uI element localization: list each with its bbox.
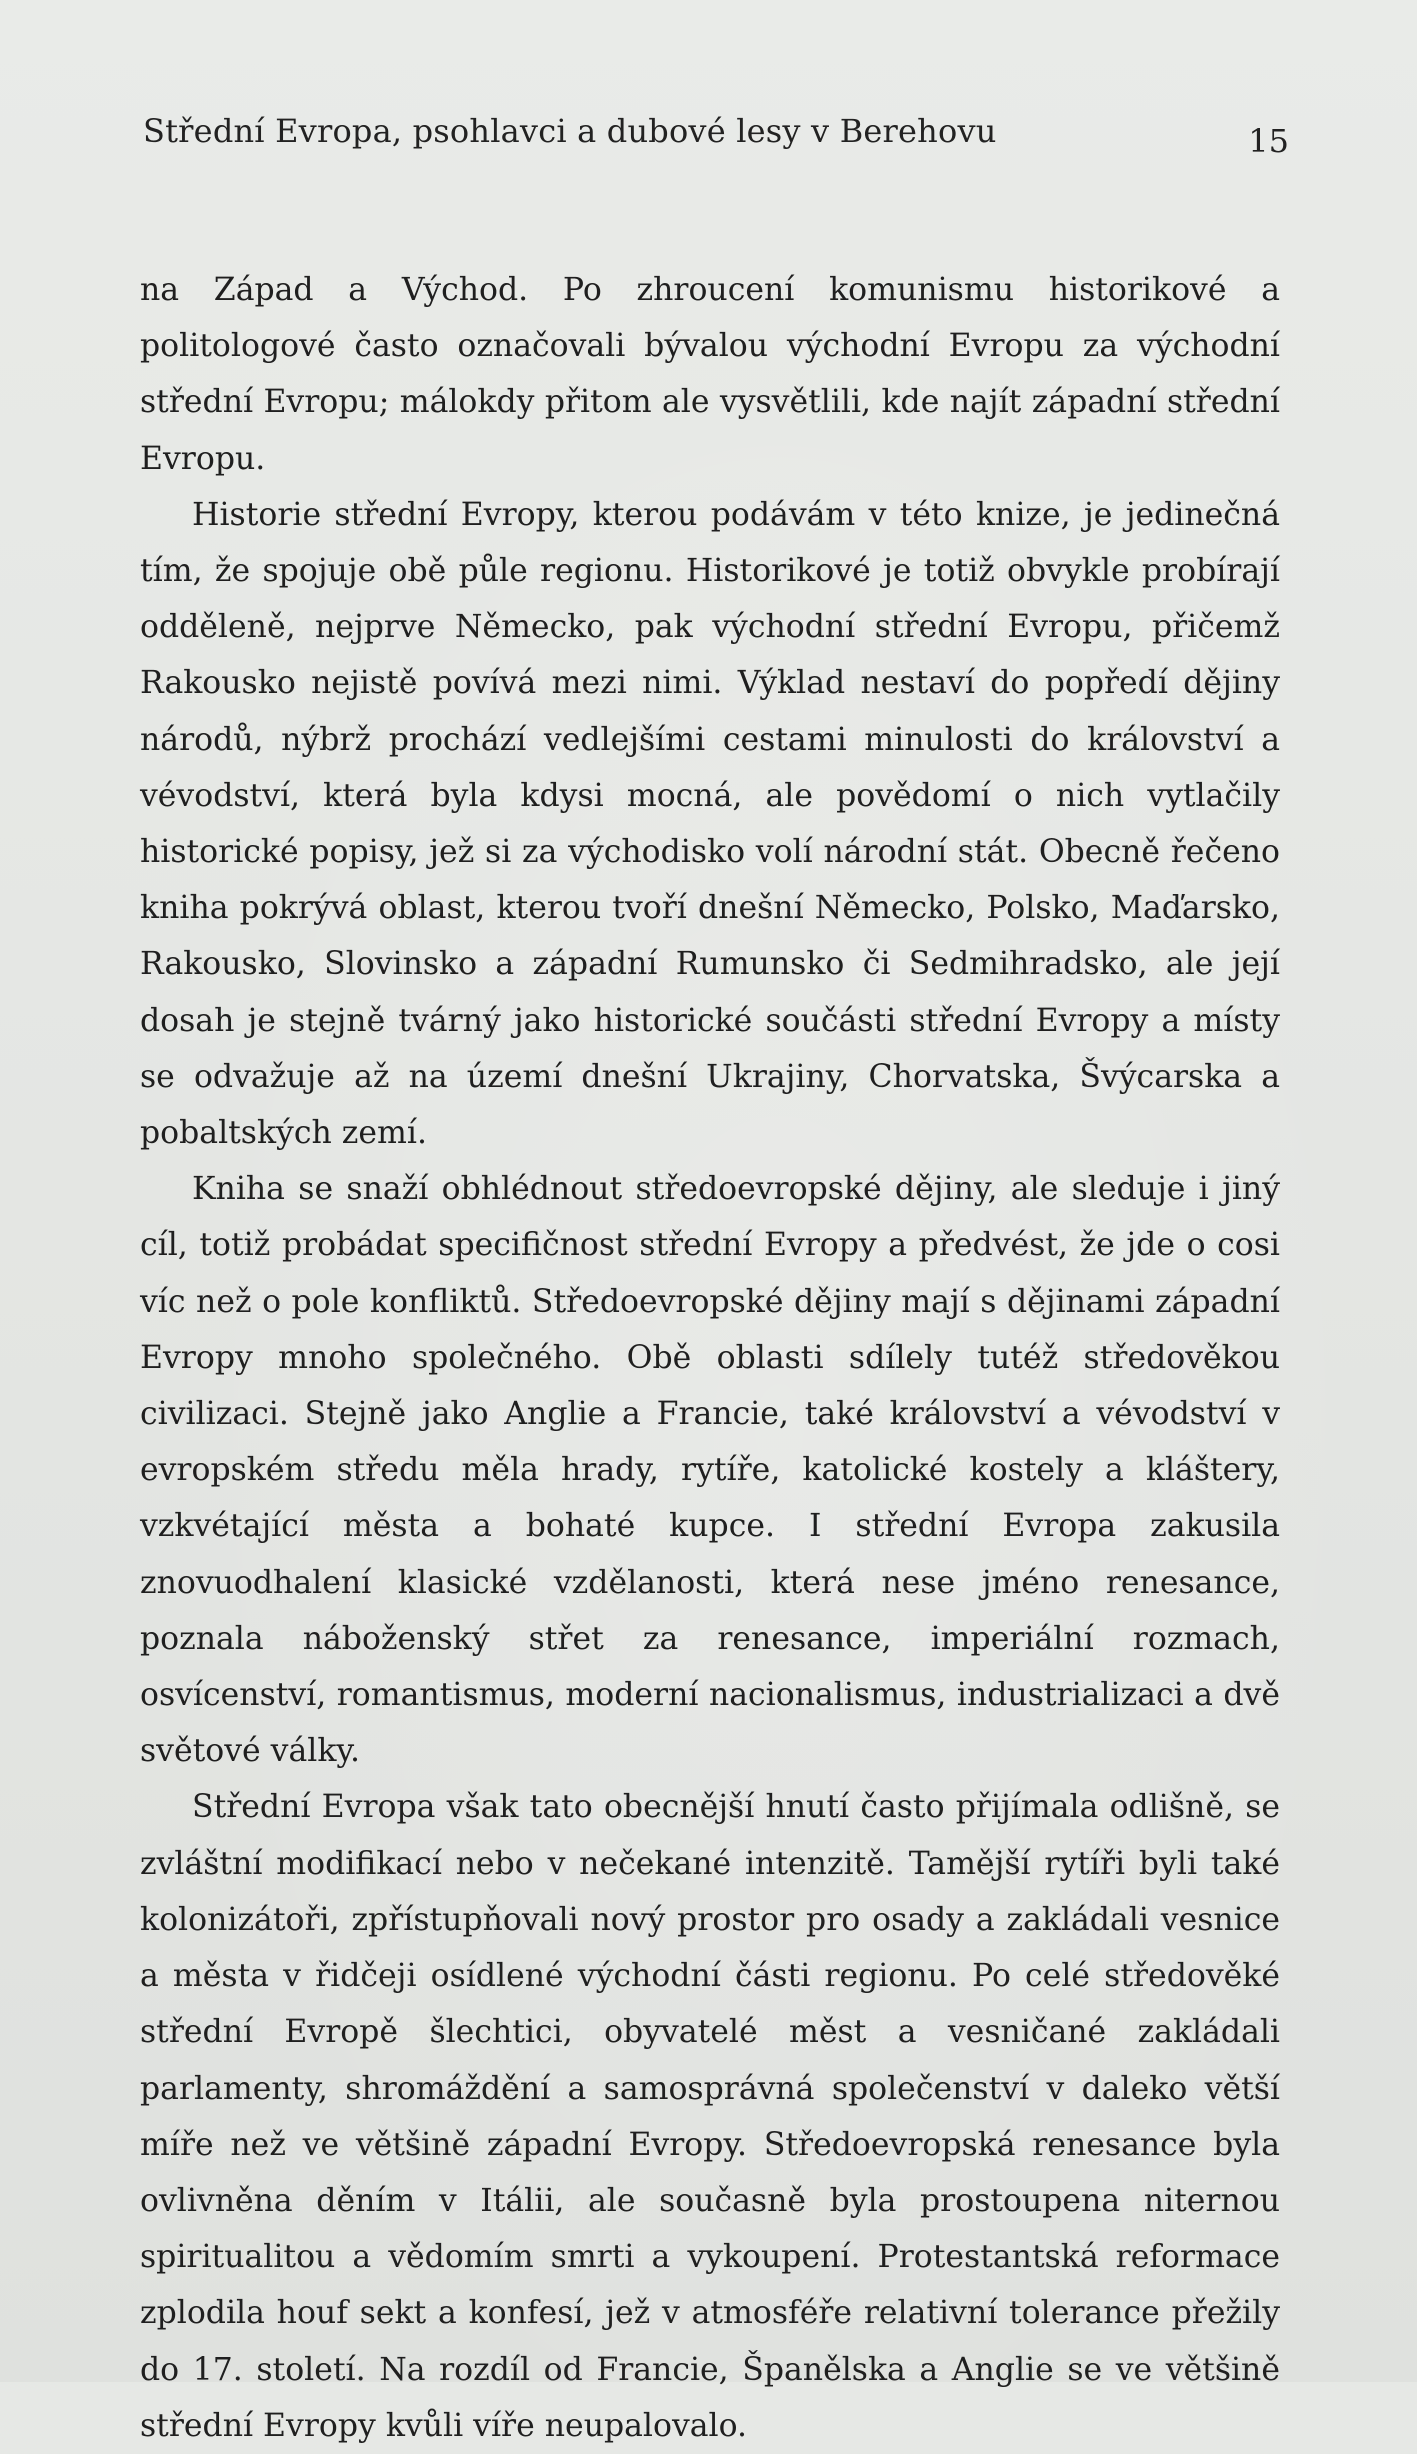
paragraph: Historie střední Evropy, kterou podávám v této knize, je jedinečná tím, že spojuje obě půle regionu. Historikové je totiž obvykle probírají odděleně, nejprve Německo, pak východní střední Evropu, přičemž Rakousko nejistě povívá mezi nimi. Výklad nestaví do popředí dějiny národů, nýbrž prochází vedlejšími cestami minulosti do království a vévodství, která byla kdysi mocná, ale povědomí o nich vytlačily historické popisy, jež si za východisko volí národní stát. Obecně řečeno kniha pokrývá oblast, kterou tvoří dnešní Německo, Polsko, Maďarsko, Rakousko, Slovinsko a západní Rumunsko či Sedmihradsko, ale její dosah je stejně tvárný jako historické součásti střední Evropy a místy se odvažuje až na území dnešní Ukrajiny, Chorvatska, Švýcarska a pobaltských zemí. <box>140 496 1280 1152</box>
paragraph: Střední Evropa však tato obecnější hnutí často přijímala odlišně, se zvláštní modifikací nebo v nečekané intenzitě. Tamější rytíři byli také kolonizátoři, zpřístupňovali nový prostor pro osady a zakládali vesnice a města v řidčeji osídlené východní části regionu. Po celé středověké střední Evropě šlechtici, obyvatelé měst a vesničané zakládali parlamenty, shromáždění a samosprávná společenství v daleko větší míře než ve většině západní Evropy. Středoevropská renesance byla ovlivněna děním v Itálii, ale současně byla prostoupena niternou spiritualitou a vědomím smrti a vykoupení. Protestantská reformace zplodila houf sekt a konfesí, jež v atmosféře relativní tolerance přežily do 17. století. Na rozdíl od Francie, Španělska a Anglie se ve většině střední Evropy kvůli víře neupalovalo. <box>140 1789 1280 2444</box>
page-number: 15 <box>1248 122 1289 160</box>
body-text <box>140 262 1280 2454</box>
paragraph-continuation: na Západ a Východ. Po zhroucení komunismu historikové a politologové často označovali bývalou východní Evropu za východní střední Evropu; málokdy přitom ale vysvětlili, kde najít západní střední Evropu. <box>140 272 1280 477</box>
running-head-title: Střední Evropa, psohlavci a dubové lesy v Berehovu <box>143 112 997 150</box>
paragraph: Kniha se snaží obhlédnout středoevropské dějiny, ale sleduje i jiný cíl, totiž probádat specifičnost střední Evropy a předvést, že jde o cosi víc než o pole konfliktů. Středoevropské dějiny mají s dějinami západní Evropy mnoho společného. Obě oblasti sdílely tutéž středověkou civilizaci. Stejně jako Anglie a Francie, také království a vévodství v evropském středu měla hrady, rytíře, katolické kostely a kláštery, vzkvétající města a bohaté kupce. I střední Evropa zakusila znovuodhalení klasické vzdělanosti, která nese jméno renesance, poznala náboženský střet za renesance, imperiální rozmach, osvícenství, romantismus, moderní nacionalismus, industrializaci a dvě světové války. <box>140 1171 1280 1770</box>
